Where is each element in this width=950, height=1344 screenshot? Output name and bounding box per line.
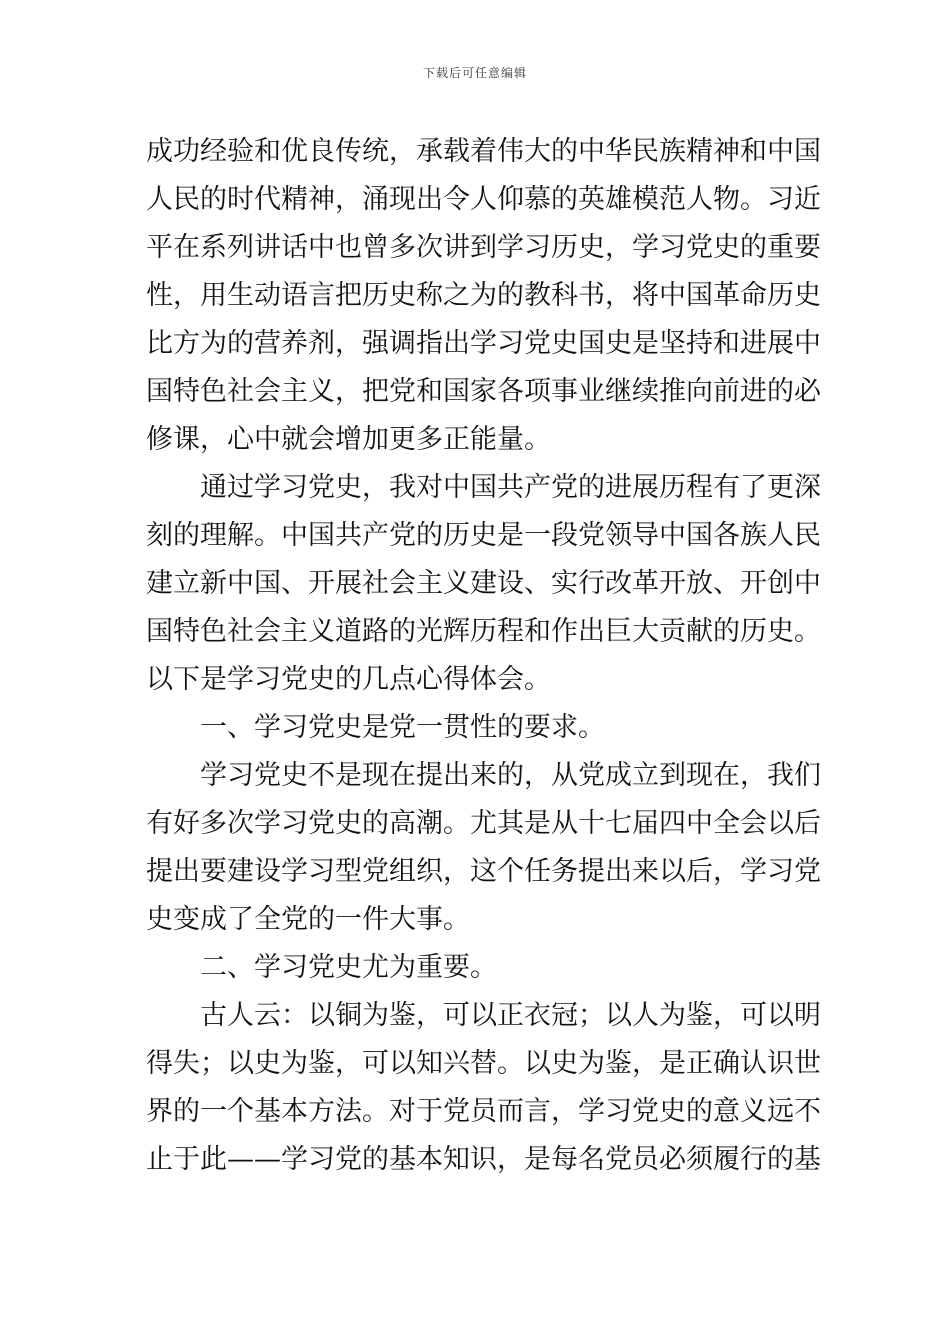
- text-line: 二、学习党史尤为重要。: [200, 952, 497, 983]
- text-line: 史变成了全党的一件大事。: [146, 904, 470, 935]
- text-line: 平在系列讲话中也曾多次讲到学习历史，学习党史的重要: [146, 232, 821, 263]
- paragraph: [146, 992, 821, 1184]
- paragraph: [146, 752, 821, 944]
- text-line: 国特色社会主义，把党和国家各项事业继续推向前进的必: [146, 376, 821, 407]
- document-body: [146, 128, 821, 1184]
- section-heading: [146, 704, 804, 752]
- text-line: 修课，心中就会增加更多正能量。: [146, 424, 551, 455]
- text-line: 一、学习党史是党一贯性的要求。: [200, 712, 605, 743]
- text-line: 刻的理解。中国共产党的历史是一段党领导中国各族人民: [146, 520, 821, 551]
- text-line: 成功经验和优良传统，承载着伟大的中华民族精神和中国: [146, 136, 821, 167]
- paragraph: [146, 464, 821, 704]
- page-header: 下载后可任意编辑: [422, 66, 527, 80]
- text-line: 界的一个基本方法。对于党员而言，学习党史的意义远不: [146, 1096, 821, 1127]
- text-line: 学习党史不是现在提出来的，从党成立到现在，我们: [200, 760, 821, 791]
- text-line: 提出要建设学习型党组织，这个任务提出来以后，学习党: [146, 856, 821, 887]
- text-line: 性，用生动语言把历史称之为的教科书，将中国革命历史: [146, 280, 821, 311]
- text-line: 得失；以史为鉴，可以知兴替。以史为鉴，是正确认识世: [146, 1048, 821, 1079]
- text-line: 古人云：以铜为鉴，可以正衣冠；以人为鉴，可以明: [200, 1000, 821, 1031]
- text-line: 国特色社会主义道路的光辉历程和作出巨大贡献的历史。: [146, 616, 821, 647]
- text-line: 止于此——学习党的基本知识，是每名党员必须履行的基: [146, 1144, 821, 1175]
- text-line: 有好多次学习党史的高潮。尤其是从十七届四中全会以后: [146, 808, 821, 839]
- text-line: 人民的时代精神，涌现出令人仰慕的英雄模范人物。习近: [146, 184, 821, 215]
- paragraph: [146, 128, 821, 464]
- text-line: 以下是学习党史的几点心得体会。: [146, 664, 551, 695]
- text-line: 通过学习党史，我对中国共产党的进展历程有了更深: [200, 472, 821, 503]
- section-heading: [146, 944, 804, 992]
- text-line: 比方为的营养剂，强调指出学习党史国史是坚持和进展中: [146, 328, 821, 359]
- text-line: 建立新中国、开展社会主义建设、实行改革开放、开创中: [146, 568, 821, 599]
